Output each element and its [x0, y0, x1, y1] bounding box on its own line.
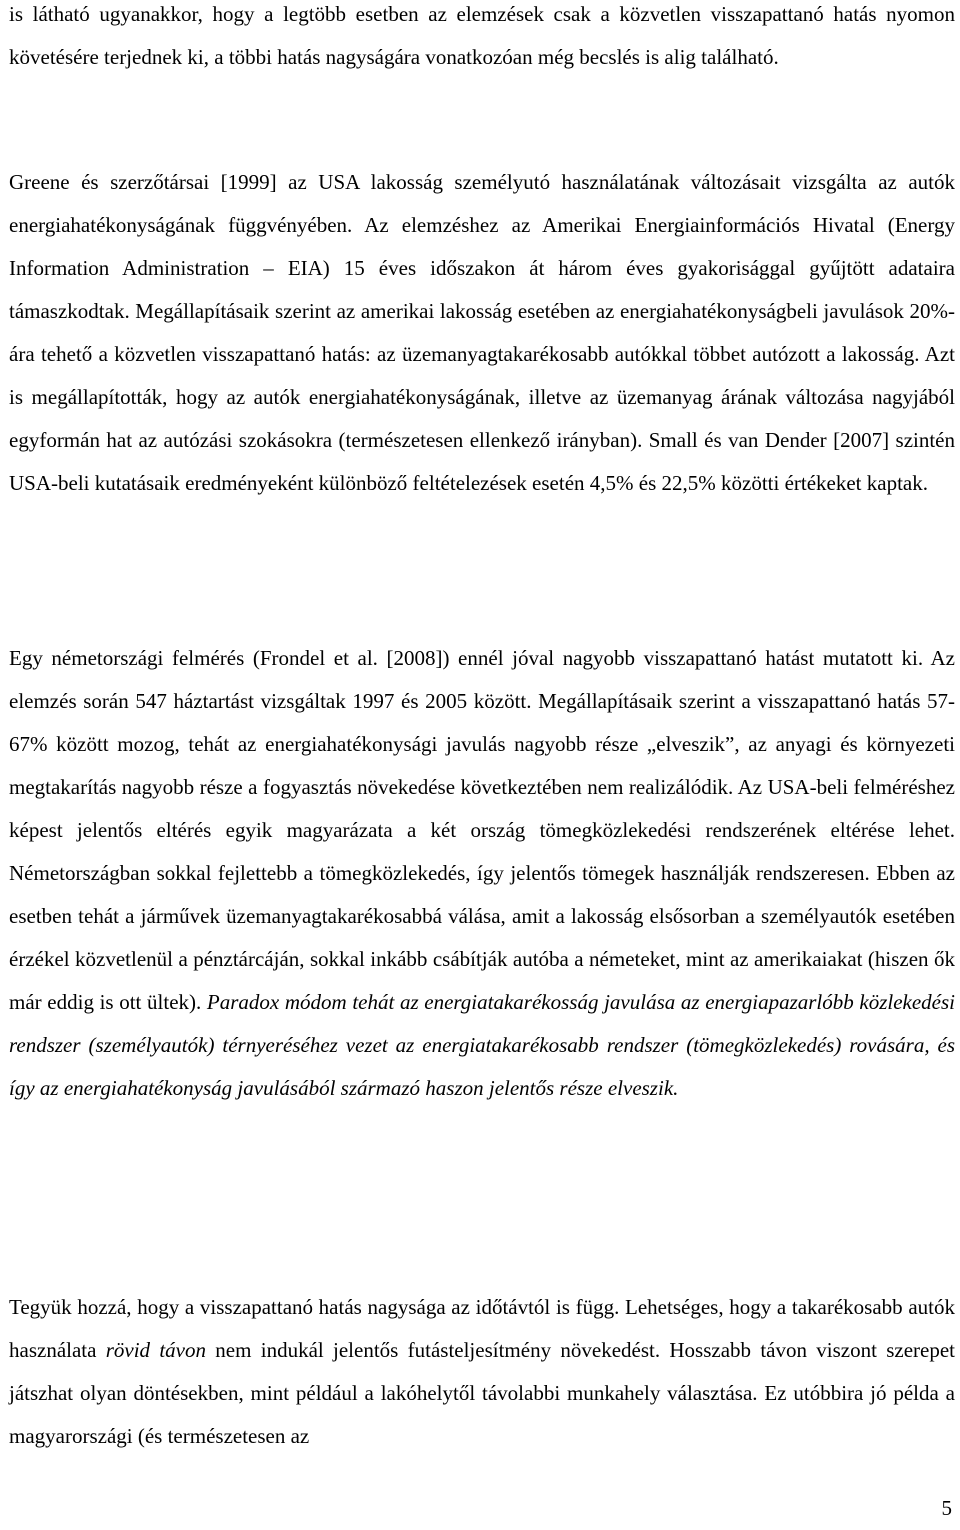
paragraph-1	[9, 0, 955, 79]
paragraph-2	[9, 161, 955, 505]
paragraph-4-text-end: nem indukál jelentős futásteljesítmény növekedést. Hosszabb távon viszont szerepet játszhat olyan döntésekben, mint például a lakóhelytől távolabbi munkahely választása. Ez utóbbira jó példa a magyarországi (és természetesen az	[9, 1338, 955, 1448]
page-number: 5	[941, 1496, 952, 1520]
paragraph-3-text: Egy németországi felmérés (Frondel et al. [2008]) ennél jóval nagyobb visszapattanó hatást mutatott ki. Az elemzés során 547 háztartást vizsgáltak 1997 és 2005 között. Megállapításaik szerint a visszapattanó hatás 57-67% között mozog, tehát az energiahatékonysági javulás nagyobb része „elveszik”, az anyagi és környezeti megtakarítás nagyobb része a fogyasztás növekedése következtében nem realizálódik. Az USA-beli felméréshez képest jelentős eltérés egyik magyarázata a két ország tömegközlekedési rendszerének eltérése lehet. Németországban sokkal fejlettebb a tömegközlekedés, így jelentős tömegek használják rendszeresen. Ebben az esetben tehát a járművek üzemanyagtakarékosabbá válása, amit a lakosság elsősorban a személyautók esetében érzékel közvetlenül a pénztárcáján, sokkal inkább csábítják autóba a németeket, mint az amerikaiakat (hiszen ők már eddig is ott ültek).	[9, 646, 955, 1014]
paragraph-4-text-start: Tegyük hozzá, hogy a visszapattanó hatás nagysága az időtávtól is függ. Lehetséges, hogy a takarékosabb autók használata	[9, 1295, 955, 1362]
paragraph-3	[9, 637, 955, 1110]
paragraph-1-text: is látható ugyanakkor, hogy a legtöbb esetben az elemzések csak a közvetlen visszapattanó hatás nyomon követésére terjednek ki, a többi hatás nagyságára vonatkozóan még becslés is alig található.	[9, 2, 955, 69]
paragraph-4	[9, 1286, 955, 1458]
paragraph-4-italic-phrase: rövid távon	[105, 1338, 207, 1362]
paragraph-3-italic-conclusion: Paradox módom tehát az energiatakarékosság javulása az energiapazarlóbb közlekedési rendszer (személyautók) térnyeréséhez vezet az energiatakarékosabb rendszer (tömegközlekedés) rovására, és így az energiahatékonyság javulásából származó haszon jelentős része elveszik.	[9, 990, 955, 1100]
paragraph-2-text: Greene és szerzőtársai [1999] az USA lakosság személyutó használatának változásait vizsgálta az autók energiahatékonyságának függvényében. Az elemzéshez az Amerikai Energiainformációs Hivatal (Energy Information Administration – EIA) 15 éves időszakon át három éves gyakorisággal gyűjtött adataira támaszkodtak. Megállapításaik szerint az amerikai lakosság esetében az energiahatékonyságbeli javulások 20%-ára tehető a közvetlen visszapattanó hatás: az üzemanyagtakarékosabb autókkal többet autózott a lakosság. Azt is megállapították, hogy az autók energiahatékonyságának, illetve az üzemanyag árának változása nagyjából egyformán hat az autózási szokásokra (természetesen ellenkező irányban). Small és van Dender [2007] szintén USA-beli kutatásaik eredményeként különböző feltételezések esetén 4,5% és 22,5% közötti értékeket kaptak.	[9, 170, 955, 495]
